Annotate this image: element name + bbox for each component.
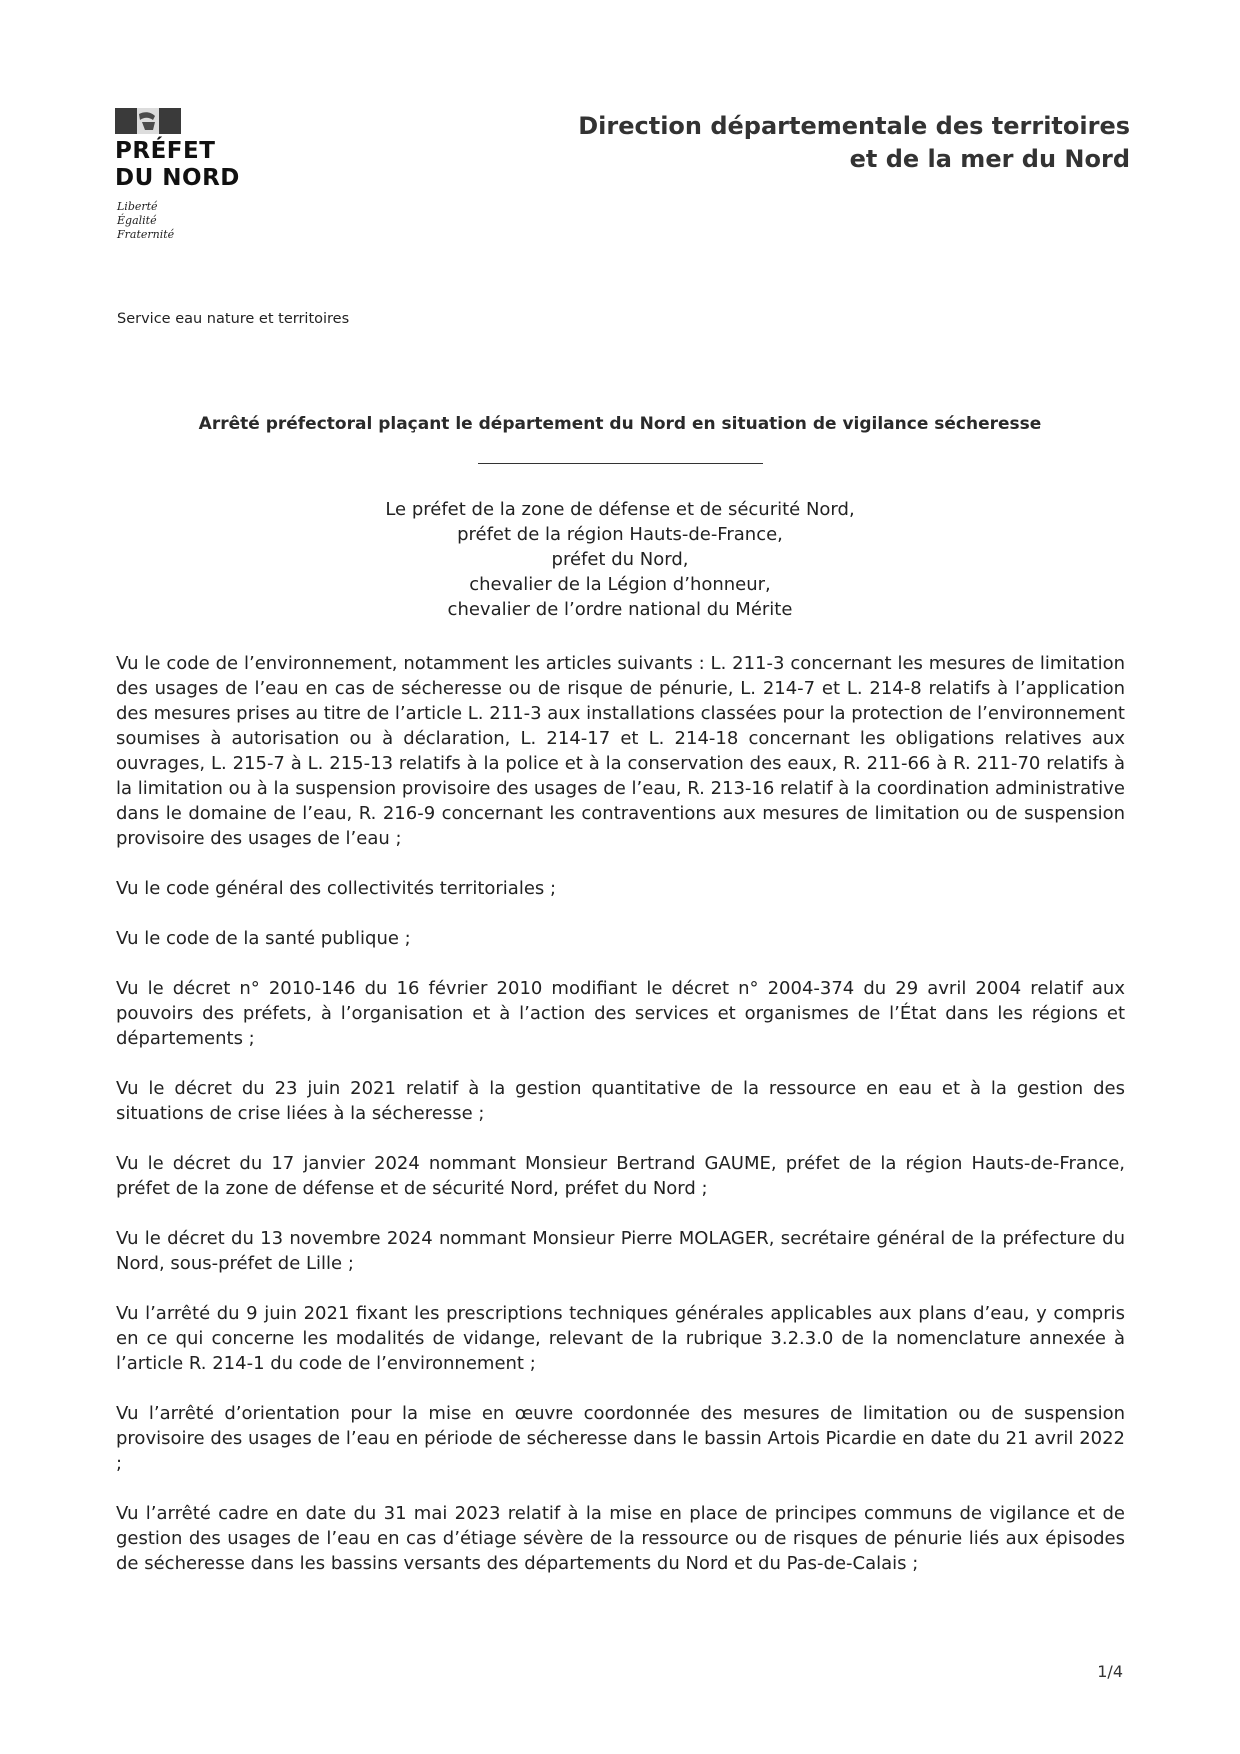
document-body xyxy=(116,651,1125,1601)
motto-fraternite: Fraternité xyxy=(117,228,175,241)
visa-paragraph: Vu le décret n° 2010-146 du 16 février 2010 modifiant le décret n° 2004-374 du 29 avril 2004 relatif aux pouvoirs des préfets, à l’organisation et à l’action des services et organismes de l’État dans les régions et départements ; xyxy=(116,978,1125,1049)
visa-paragraph: Vu l’arrêté cadre en date du 31 mai 2023 relatif à la mise en place de principes communs de vigilance et de gestion des usages de l’eau en cas d’étiage sévère de la ressource ou de risques de pénurie liés aux épisodes de sécheresse dans les bassins versants des départements du Nord et du Pas-de-Calais ; xyxy=(116,1503,1125,1574)
logo-motto xyxy=(117,200,237,242)
direction-line-2: et de la mer du Nord xyxy=(849,145,1130,173)
service-name: Service eau nature et territoires xyxy=(117,311,350,327)
direction-header xyxy=(490,110,1130,176)
page-number: 1/4 xyxy=(1097,1662,1123,1681)
visa-paragraph: Vu le décret du 23 juin 2021 relatif à la gestion quantitative de la ressource en eau et à la gestion des situations de crise liées à la sécheresse ; xyxy=(116,1078,1125,1124)
visa-paragraph: Vu le code de la santé publique ; xyxy=(116,928,411,949)
motto-egalite: Égalité xyxy=(117,214,157,227)
visa-paragraph: Vu l’arrêté d’orientation pour la mise en œuvre coordonnée des mesures de limitation ou de suspension provisoire des usages de l’eau en période de sécheresse dans le bassin Artois Picardie en date du 21 avril 2022 ; xyxy=(116,1403,1125,1474)
prefect-titles xyxy=(250,497,990,622)
visa-paragraph: Vu le décret du 17 janvier 2024 nommant Monsieur Bertrand GAUME, préfet de la région Hauts-de-France, préfet de la zone de défense et de sécurité Nord, préfet du Nord ; xyxy=(116,1153,1125,1199)
visa-paragraph: Vu le code général des collectivités territoriales ; xyxy=(116,878,557,899)
logo-title: PRÉFET DU NORD xyxy=(115,138,240,191)
intro-line: chevalier de la Légion d’honneur, xyxy=(469,574,771,595)
document-title: Arrêté préfectoral plaçant le département du Nord en situation de vigilance sécheresse xyxy=(198,414,1042,434)
visa-paragraph: Vu l’arrêté du 9 juin 2021 fixant les prescriptions techniques générales applicables aux plans d’eau, y compris en ce qui concerne les modalités de vidange, relevant de la rubrique 3.2.3.0 de la nomenclature annexée à l’article R. 214-1 du code de l’environnement ; xyxy=(116,1303,1125,1374)
visa-paragraph: Vu le code de l’environnement, notamment les articles suivants : L. 211-3 concernant les mesures de limitation des usages de l’eau en cas de sécheresse ou de risque de pénurie, L. 214-7 et L. 214-8 relatifs à l’application des mesures prises au titre de l’article L. 211-3 aux installations classées pour la protection de l’environnement soumises à autorisation ou à déclaration, L. 214-17 et L. 214-18 concernant les obligations relatives aux ouvrages, L. 215-7 à L. 215-13 relatifs à la police et à la conservation des eaux, R. 211-66 à R. 211-70 relatifs à la limitation ou à la suspension provisoire des usages de l’eau, R. 213-16 relatif à la coordination administrative dans le domaine de l’eau, R. 216-9 concernant les contraventions aux mesures de limitation ou de suspension provisoire des usages de l’eau ; xyxy=(116,653,1125,849)
motto-liberte: Liberté xyxy=(117,200,158,213)
marianne-emblem-icon xyxy=(115,108,185,134)
intro-line: Le préfet de la zone de défense et de sécurité Nord, xyxy=(385,499,855,520)
intro-line: préfet de la région Hauts-de-France, xyxy=(457,524,783,545)
title-divider xyxy=(478,463,763,464)
intro-line: chevalier de l’ordre national du Mérite xyxy=(447,599,793,620)
intro-line: préfet du Nord, xyxy=(551,549,689,570)
visa-paragraph: Vu le décret du 13 novembre 2024 nommant Monsieur Pierre MOLAGER, secrétaire général de la préfecture du Nord, sous-préfet de Lille ; xyxy=(116,1228,1125,1274)
direction-line-1: Direction départementale des territoires xyxy=(578,112,1130,140)
